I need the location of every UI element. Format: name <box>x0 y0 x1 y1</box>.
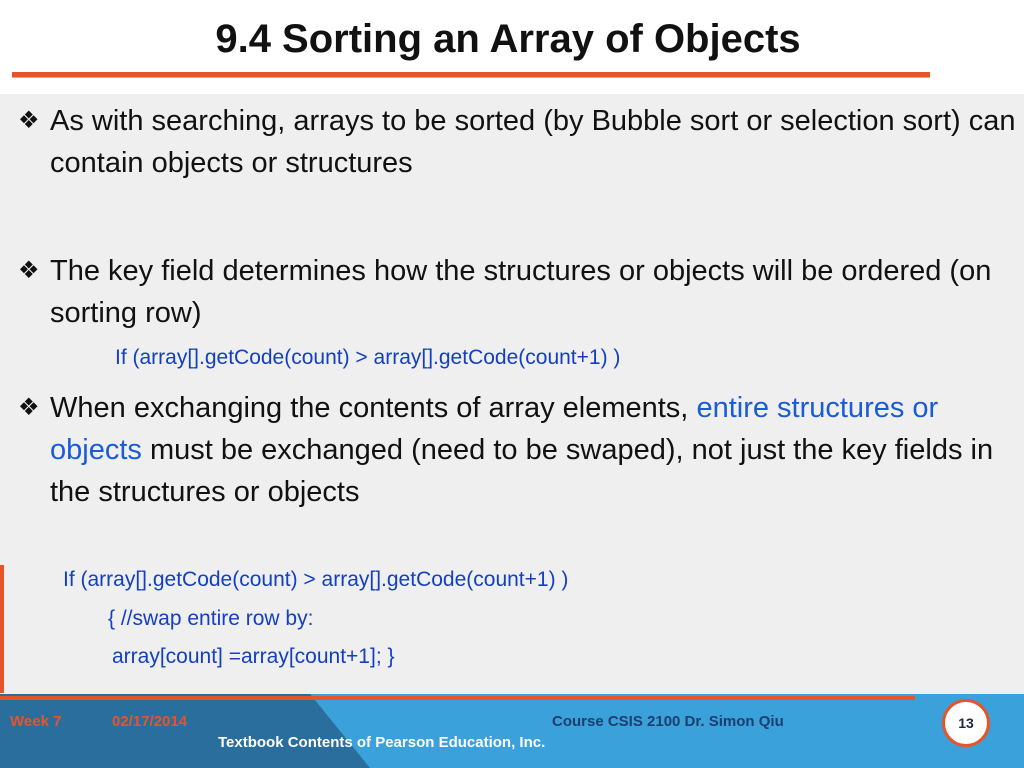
code-line-2: If (array[].getCode(count) > array[].getCode(count+1) ) <box>63 568 569 591</box>
footer-textbook: Textbook Contents of Pearson Education, Inc. <box>218 734 546 751</box>
footer-course: Course CSIS 2100 Dr. Simon Qiu <box>552 713 784 730</box>
page-number: 13 <box>958 715 974 731</box>
bullet-3-text-after: must be exchanged (need to be swaped), not just the key fields in the structures or objects <box>50 434 994 508</box>
footer-week: Week 7 <box>10 713 62 730</box>
bullet-3-highlight: entire structures or objects <box>50 392 939 466</box>
bullet-1-text: As with searching, arrays to be sorted (by Bubble sort or selection sort) can contain objects or structures <box>50 105 1016 179</box>
bullet-2 <box>18 250 1020 334</box>
diamond-bullet-icon: ❖ <box>18 107 40 134</box>
bullet-2-text: The key field determines how the structures or objects will be ordered (on sorting row) <box>50 255 992 329</box>
left-accent-bar <box>0 565 4 693</box>
footer-dark-shape <box>0 694 370 768</box>
diamond-bullet-icon: ❖ <box>18 394 40 421</box>
diamond-bullet-icon: ❖ <box>18 257 40 284</box>
page-number-badge <box>942 699 990 747</box>
slide-title: 9.4 Sorting an Array of Objects <box>215 17 801 61</box>
code-line-4: array[count] =array[count+1]; } <box>112 645 395 668</box>
bullet-1 <box>18 100 1020 184</box>
bullet-3-text-before: When exchanging the contents of array elements, <box>50 392 697 424</box>
bullet-3 <box>18 387 1020 513</box>
code-line-3: { //swap entire row by: <box>108 607 314 630</box>
code-line-1: If (array[].getCode(count) > array[].getCode(count+1) ) <box>115 346 621 369</box>
title-divider <box>12 72 930 78</box>
footer-divider <box>0 696 915 700</box>
footer-date: 02/17/2014 <box>112 713 188 730</box>
